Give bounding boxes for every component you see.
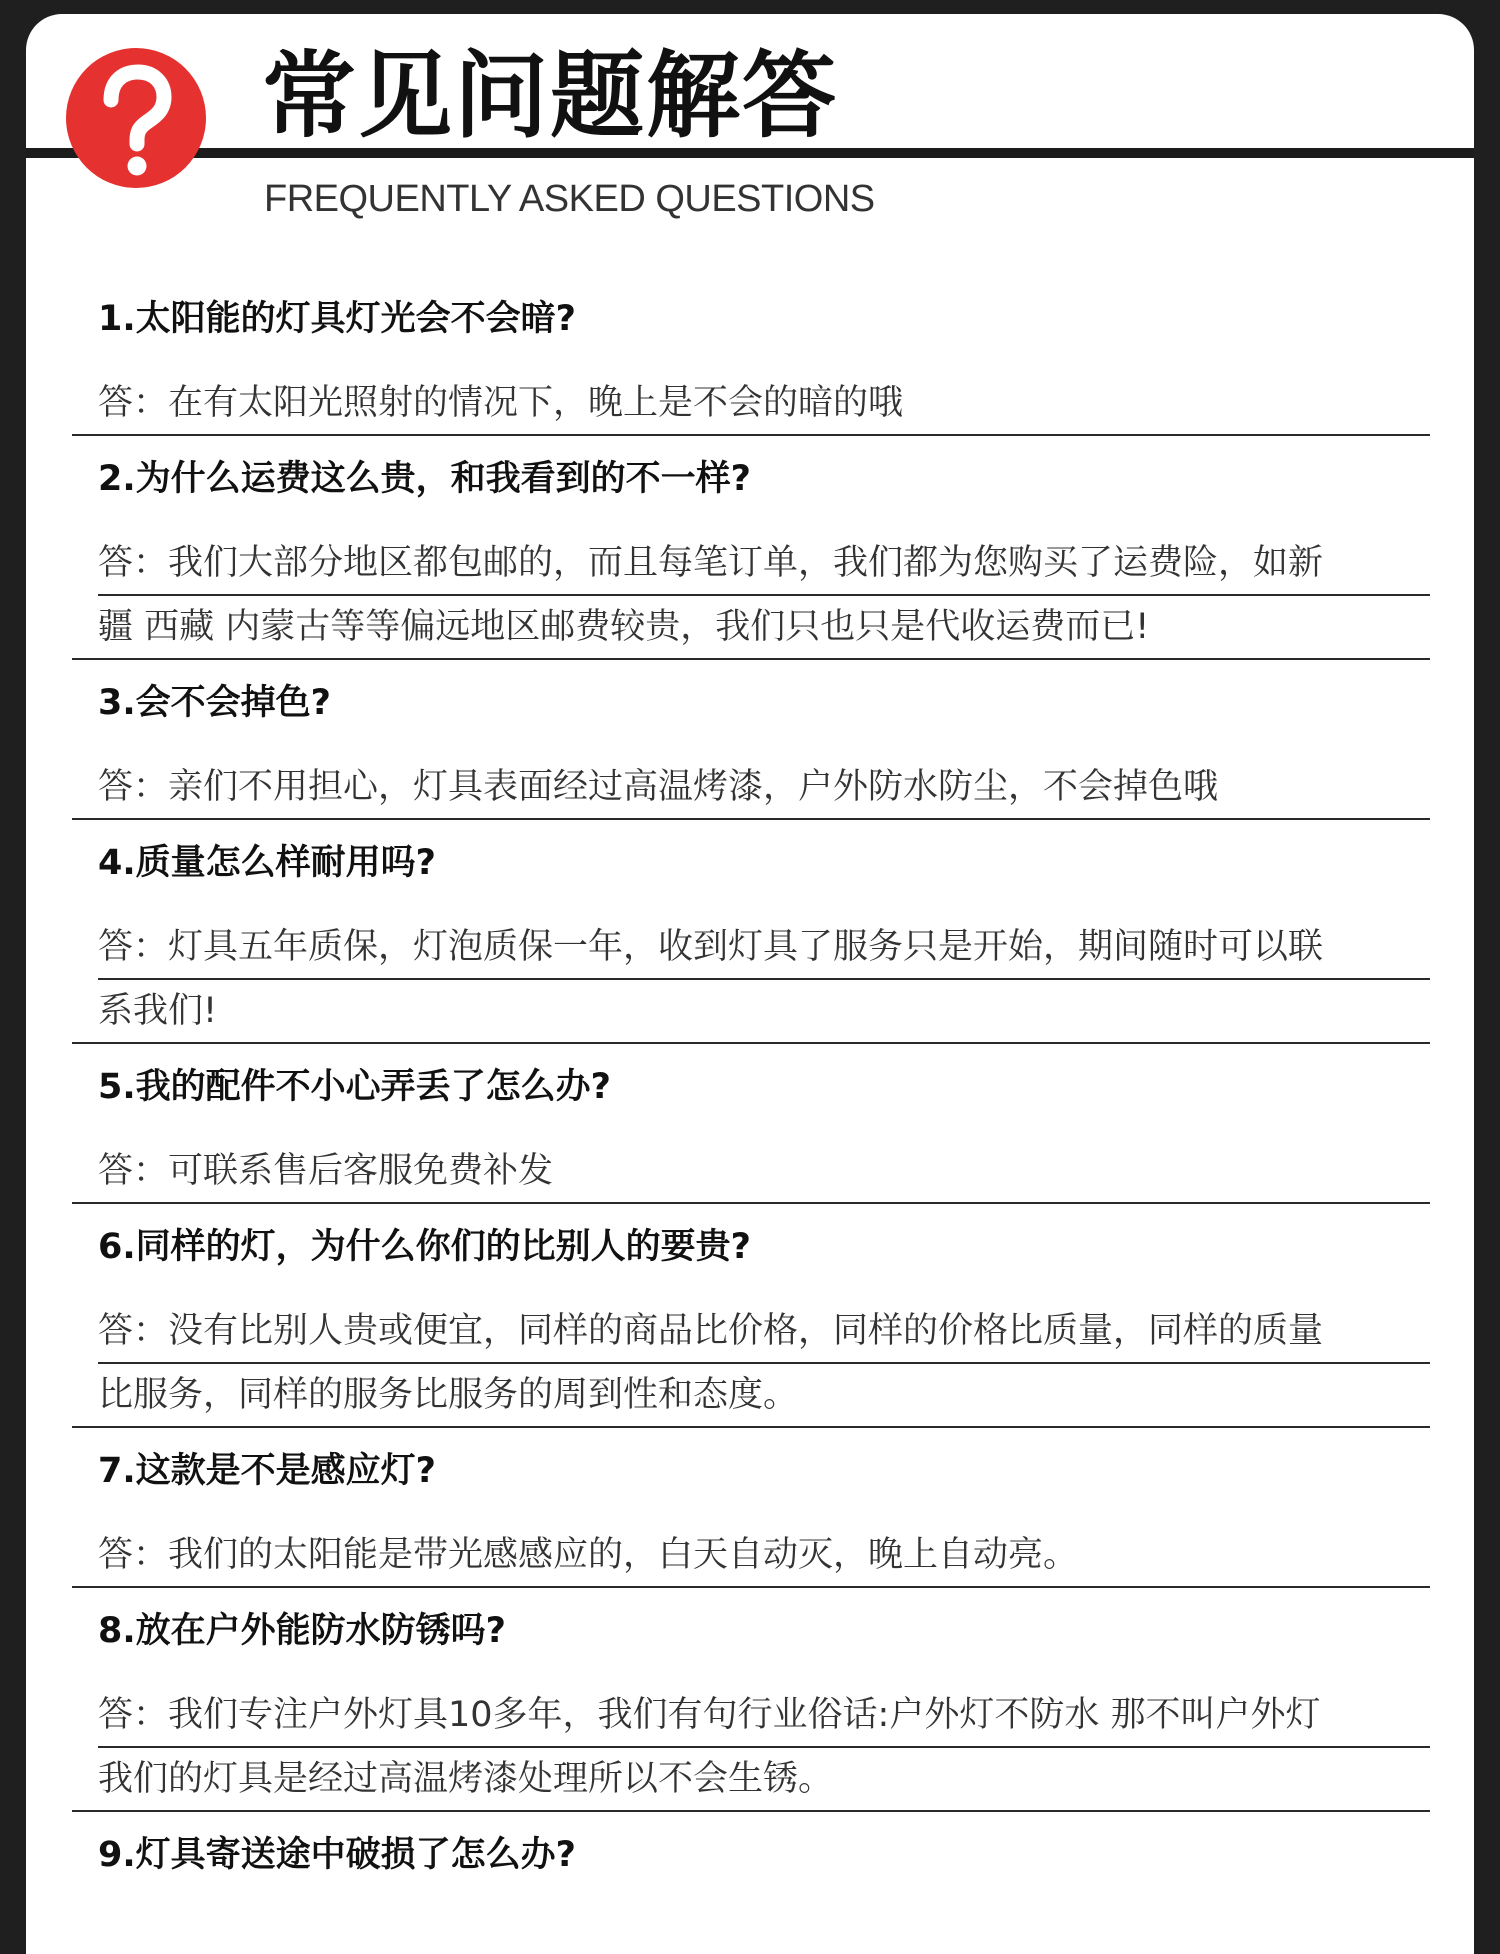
- faq-answer: [72, 532, 1430, 658]
- faq-question: 7.这款是不是感应灯?: [98, 1451, 436, 1491]
- faq-answer-line: 答：亲们不用担心，灯具表面经过高温烤漆，户外防水防尘，不会掉色哦: [98, 767, 1219, 807]
- faq-item: [72, 820, 1430, 1044]
- faq-answer-line: 答：我们的太阳能是带光感感应的，白天自动灭，晚上自动亮。: [98, 1535, 1079, 1575]
- faq-answer: [72, 916, 1430, 1042]
- faq-answer: [72, 1524, 1430, 1586]
- faq-answer: [72, 1684, 1430, 1810]
- faq-item: [72, 1204, 1430, 1428]
- faq-item: [72, 1588, 1430, 1812]
- faq-answer-line: 答：在有太阳光照射的情况下，晚上是不会的暗的哦: [98, 383, 904, 423]
- faq-answer-line: 答：没有比别人贵或便宜，同样的商品比价格，同样的价格比质量，同样的质量: [98, 1311, 1324, 1351]
- faq-answer-line: 答：我们大部分地区都包邮的，而且每笔订单，我们都为您购买了运费险，如新: [98, 543, 1324, 583]
- faq-question: 6.同样的灯，为什么你们的比别人的要贵?: [98, 1227, 751, 1267]
- question-mark-icon: [66, 48, 206, 188]
- faq-item: [72, 1044, 1430, 1204]
- faq-list: [72, 276, 1430, 1908]
- faq-question: 5.我的配件不小心弄丢了怎么办?: [98, 1067, 611, 1107]
- faq-answer-line: 我们的灯具是经过高温烤漆处理所以不会生锈。: [98, 1746, 1430, 1810]
- faq-question: 4.质量怎么样耐用吗?: [98, 843, 436, 883]
- faq-answer: [72, 1300, 1430, 1426]
- faq-answer-line: 比服务，同样的服务比服务的周到性和态度。: [98, 1362, 1430, 1426]
- faq-question: 2.为什么运费这么贵，和我看到的不一样?: [98, 459, 751, 499]
- faq-item: [72, 276, 1430, 436]
- faq-answer-line: 答：我们专注户外灯具10多年，我们有句行业俗话:户外灯不防水 那不叫户外灯: [98, 1695, 1321, 1735]
- faq-item: [72, 436, 1430, 660]
- faq-question: 3.会不会掉色?: [98, 683, 331, 723]
- faq-item: [72, 660, 1430, 820]
- page-title: 常见问题解答: [262, 42, 839, 151]
- faq-answer-line: 系我们!: [98, 978, 1430, 1042]
- faq-answer-line: 答：灯具五年质保，灯泡质保一年，收到灯具了服务只是开始，期间随时可以联: [98, 927, 1324, 967]
- faq-question: 8.放在户外能防水防锈吗?: [98, 1611, 506, 1651]
- faq-question: 9.灯具寄送途中破损了怎么办?: [98, 1835, 576, 1875]
- faq-card: [26, 14, 1474, 1954]
- faq-question: 1.太阳能的灯具灯光会不会暗?: [98, 299, 576, 339]
- faq-answer: [72, 756, 1430, 818]
- faq-item: [72, 1812, 1430, 1908]
- page-subtitle: FREQUENTLY ASKED QUESTIONS: [264, 178, 875, 220]
- faq-answer-line: 答：可联系售后客服免费补发: [98, 1151, 554, 1191]
- faq-answer: [72, 1140, 1430, 1202]
- faq-answer: [72, 372, 1430, 434]
- faq-item: [72, 1428, 1430, 1588]
- faq-answer-line: 疆 西藏 内蒙古等等偏远地区邮费较贵，我们只也只是代收运费而已!: [98, 594, 1430, 658]
